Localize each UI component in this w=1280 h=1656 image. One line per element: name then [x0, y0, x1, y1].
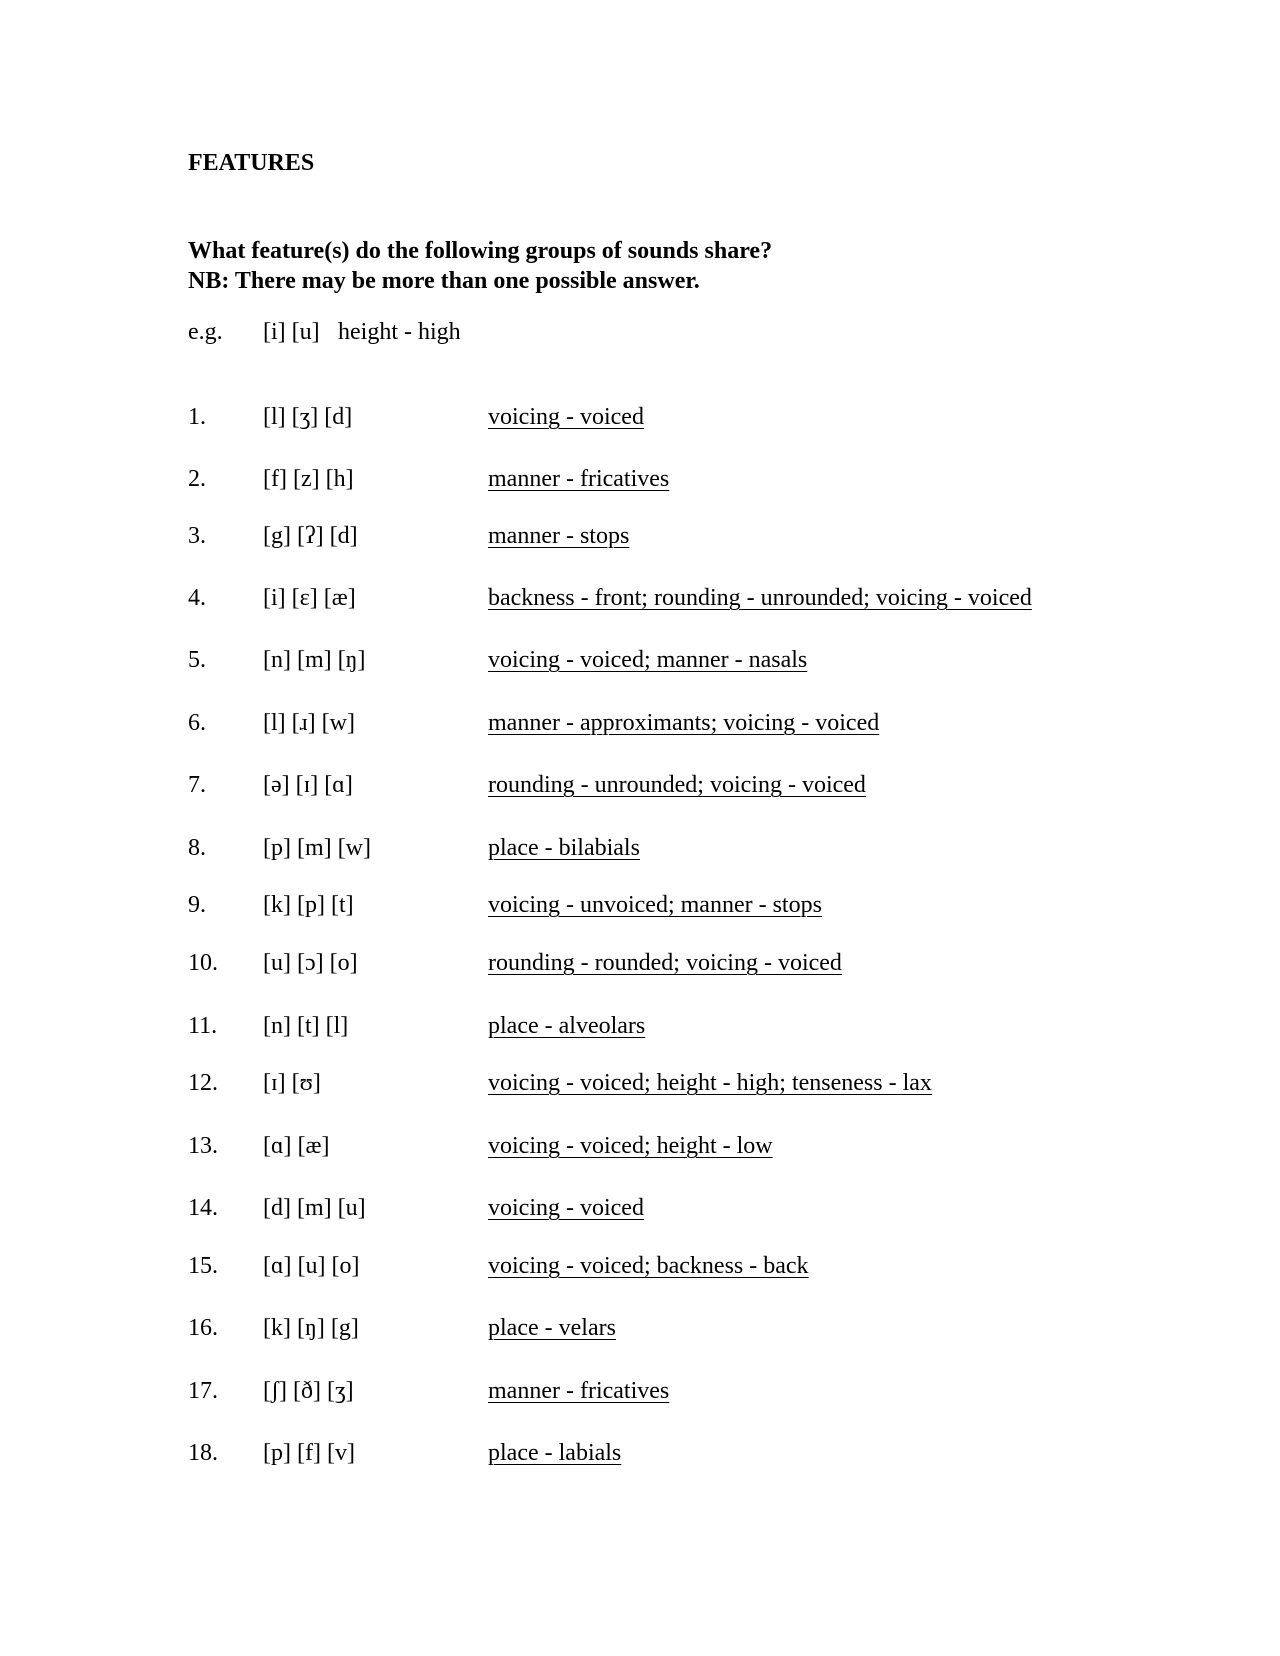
item-sounds: [ɑ] [u] [o] [263, 1253, 360, 1279]
item-sounds: [k] [ŋ] [g] [263, 1315, 359, 1341]
item-number: 9. [188, 892, 206, 918]
item-number: 7. [188, 772, 206, 798]
item-sounds: [ɪ] [ʊ] [263, 1070, 321, 1096]
instruction-question: What feature(s) do the following groups of sounds share? [188, 238, 773, 264]
item-answer: place - labials [488, 1440, 622, 1466]
item-number: 5. [188, 647, 206, 673]
item-sounds: [l] [ɹ] [w] [263, 710, 355, 736]
item-number: 4. [188, 585, 206, 611]
item-sounds: [n] [m] [ŋ] [263, 647, 366, 673]
example-sounds: [i] [u] [263, 319, 320, 345]
item-sounds: [l] [ʒ] [d] [263, 404, 353, 430]
item-answer: voicing - voiced; height - high; tenseness - lax [488, 1070, 932, 1096]
item-answer: manner - stops [488, 523, 630, 549]
item-answer: manner - fricatives [488, 466, 670, 492]
item-number: 13. [188, 1133, 218, 1159]
item-answer: place - alveolars [488, 1013, 646, 1039]
item-number: 1. [188, 404, 206, 430]
item-number: 16. [188, 1315, 218, 1341]
item-sounds: [p] [m] [w] [263, 835, 371, 861]
item-number: 2. [188, 466, 206, 492]
item-number: 17. [188, 1378, 218, 1404]
item-sounds: [f] [z] [h] [263, 466, 354, 492]
instructions [188, 236, 772, 296]
item-number: 11. [188, 1013, 218, 1039]
item-answer: rounding - unrounded; voicing - voiced [488, 772, 866, 798]
item-answer: rounding - rounded; voicing - voiced [488, 950, 842, 976]
item-sounds: [k] [p] [t] [263, 892, 354, 918]
item-number: 18. [188, 1440, 218, 1466]
item-answer: voicing - voiced; manner - nasals [488, 647, 808, 673]
item-sounds: [ʃ] [ð] [ʒ] [263, 1378, 354, 1404]
item-number: 10. [188, 950, 218, 976]
item-number: 8. [188, 835, 206, 861]
item-answer: voicing - voiced [488, 1195, 644, 1221]
example-label: e.g. [188, 319, 223, 345]
item-sounds: [i] [ɛ] [æ] [263, 585, 356, 611]
item-answer: voicing - voiced; backness - back [488, 1253, 809, 1279]
example-answer: height - high [338, 319, 461, 345]
item-sounds: [u] [ɔ] [o] [263, 950, 358, 976]
item-answer: place - bilabials [488, 835, 640, 861]
item-answer: voicing - voiced; height - low [488, 1133, 773, 1159]
item-answer: place - velars [488, 1315, 616, 1341]
item-sounds: [ə] [ɪ] [ɑ] [263, 772, 353, 798]
item-answer: manner - fricatives [488, 1378, 670, 1404]
item-sounds: [p] [f] [v] [263, 1440, 355, 1466]
item-number: 14. [188, 1195, 218, 1221]
item-number: 3. [188, 523, 206, 549]
page-title: FEATURES [188, 150, 315, 176]
item-answer: voicing - voiced [488, 404, 644, 430]
instruction-note: NB: There may be more than one possible answer. [188, 268, 700, 294]
item-sounds: [n] [t] [l] [263, 1013, 349, 1039]
item-number: 15. [188, 1253, 218, 1279]
item-sounds: [d] [m] [u] [263, 1195, 366, 1221]
item-sounds: [g] [ʔ] [d] [263, 523, 358, 549]
item-number: 12. [188, 1070, 218, 1096]
item-number: 6. [188, 710, 206, 736]
item-answer: voicing - unvoiced; manner - stops [488, 892, 822, 918]
item-answer: manner - approximants; voicing - voiced [488, 710, 880, 736]
item-answer: backness - front; rounding - unrounded; voicing - voiced [488, 585, 1032, 611]
item-sounds: [ɑ] [æ] [263, 1133, 330, 1159]
